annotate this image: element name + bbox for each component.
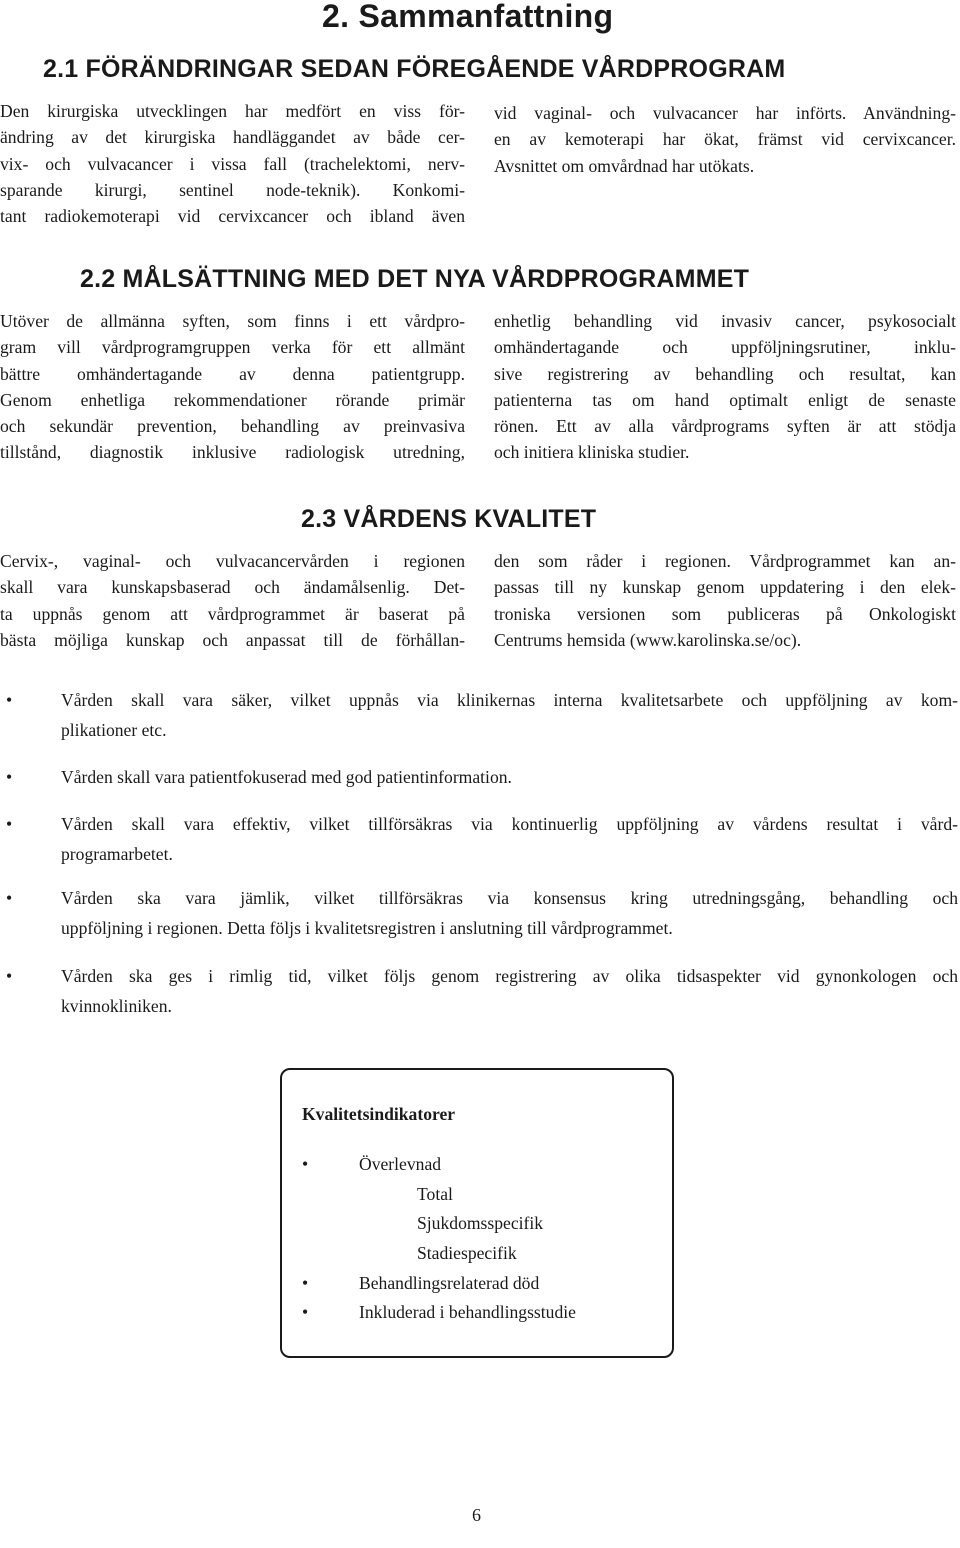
- text-line: en av kemoterapi har ökat, främst vid cervixcancer.: [494, 129, 956, 150]
- text-line: Cervix-, vaginal- och vulvacancervården i regionen: [0, 551, 465, 571]
- list-item: [0, 762, 960, 792]
- text-line: Genom enhetliga rekommendationer rörande primär: [0, 389, 465, 410]
- bullet-icon: •: [6, 767, 13, 787]
- list-item: [0, 809, 960, 869]
- text-line: ta uppnås genom att vårdprogrammet är baserat på: [0, 603, 465, 624]
- text-line: Utöver de allmänna syften, som finns i ett vårdpro-: [0, 311, 465, 331]
- list-item: [0, 685, 960, 740]
- text-line: sive registrering av behandling och resultat, kan: [494, 363, 956, 384]
- text-line: bättre omhändertagande av denna patientgrupp.: [0, 363, 465, 384]
- text-line: och sekundär prevention, behandling av preinvasiva: [0, 416, 465, 437]
- section-2-2-left-column: [0, 308, 465, 466]
- list-item: [0, 961, 960, 1021]
- list-item: [0, 883, 960, 943]
- text-line: bästa möjliga kunskap och anpassat till de förhållan-: [0, 629, 465, 650]
- text-line: gram vill vårdprogramgruppen verka för ett allmänt: [0, 337, 465, 358]
- text-line: programarbetet.: [61, 844, 173, 864]
- text-line: och initiera kliniska studier.: [494, 442, 690, 463]
- text-line: Vården skall vara patientfokuserad med god patientinformation.: [61, 767, 512, 787]
- indicator-subitem: Sjukdomsspecifik: [417, 1213, 544, 1233]
- bullet-icon: •: [6, 690, 13, 710]
- bullet-icon: •: [302, 1302, 309, 1322]
- section-heading-2-1: 2.1 FÖRÄNDRINGAR SEDAN FÖREGÅENDE VÅRDPROGRAM: [43, 55, 786, 83]
- text-line: plikationer etc.: [61, 720, 167, 740]
- section-2-1-left-column: [0, 98, 465, 229]
- text-line: Vården skall vara säker, vilket uppnås via klinikernas interna kvalitetsarbete och uppföljning av kom-: [61, 690, 958, 710]
- text-line: Avsnittet om omvårdnad har utökats.: [494, 155, 755, 176]
- indicator-item: Överlevnad: [359, 1154, 442, 1174]
- text-line: tillstånd, diagnostik inklusive radiologisk utredning,: [0, 442, 465, 463]
- text-line: ändring av det kirurgiska handläggandet av både cer-: [0, 127, 465, 148]
- bullet-icon: •: [302, 1273, 309, 1293]
- indicator-subitem: Total: [417, 1184, 453, 1204]
- text-line: skall vara kunskapsbaserad och ändamålsenlig. Det-: [0, 577, 465, 598]
- text-line: den som råder i regionen. Vårdprogrammet kan an-: [494, 551, 956, 571]
- text-line: uppföljning i regionen. Detta följs i kvalitetsregistren i anslutning till vårdprogrammet.: [61, 918, 673, 938]
- text-line: passas till ny kunskap genom uppdatering i den elek-: [494, 577, 956, 598]
- bullet-icon: •: [6, 888, 13, 908]
- section-2-2-right-column: [494, 308, 956, 466]
- quality-indicators-title: Kvalitetsindikatorer: [302, 1104, 456, 1124]
- page-title: 2. Sammanfattning: [322, 0, 614, 34]
- page-number: 6: [472, 1505, 481, 1525]
- bullet-icon: •: [302, 1154, 309, 1174]
- text-line: enhetlig behandling vid invasiv cancer, psykosocialt: [494, 311, 956, 331]
- quality-bullet-list: [0, 685, 960, 1021]
- text-line: vid vaginal- och vulvacancer har införts. Användning-: [494, 103, 956, 123]
- section-2-3-right-column: [494, 548, 956, 653]
- indicator-item: Inkluderad i behandlingsstudie: [359, 1302, 576, 1322]
- text-line: patienterna tas om hand optimalt enligt de senaste: [494, 389, 956, 410]
- text-line: Vården ska ges i rimlig tid, vilket följs genom registrering av olika tidsaspekter vid gynonkologen och: [61, 966, 958, 986]
- text-line: omhändertagande och uppföljningsrutiner, inklu-: [494, 337, 956, 358]
- section-heading-2-3: 2.3 VÅRDENS KVALITET: [301, 505, 597, 533]
- bullet-icon: •: [6, 966, 13, 986]
- section-2-3-left-column: [0, 548, 465, 653]
- text-line: rönen. Ett av alla vårdprograms syften är att stödja: [494, 416, 956, 437]
- text-line: Vården ska vara jämlik, vilket tillförsäkras via konsensus kring utredningsgång, behandling och: [61, 888, 958, 908]
- text-line: Den kirurgiska utvecklingen har medfört en viss för-: [0, 101, 465, 121]
- section-heading-2-2: 2.2 MÅLSÄTTNING MED DET NYA VÅRDPROGRAMMET: [80, 265, 750, 293]
- text-line: sparande kirurgi, sentinel node-teknik). Konkomi-: [0, 179, 465, 200]
- text-line: kvinnokliniken.: [61, 996, 172, 1016]
- indicator-subitem: Stadiespecifik: [417, 1243, 517, 1263]
- indicator-item: Behandlingsrelaterad död: [359, 1273, 540, 1293]
- text-line: troniska versionen som publiceras på Onkologiskt: [494, 603, 956, 624]
- bullet-icon: •: [6, 814, 13, 834]
- section-2-1-right-column: [494, 100, 956, 179]
- text-line: Vården skall vara effektiv, vilket tillförsäkras via kontinuerlig uppföljning av vårdens resultat i vård-: [61, 814, 958, 834]
- text-line: Centrums hemsida (www.karolinska.se/oc).: [494, 629, 802, 650]
- text-line: tant radiokemoterapi vid cervixcancer och ibland även: [0, 206, 465, 227]
- text-line: vix- och vulvacancer i vissa fall (trachelektomi, nerv-: [0, 153, 465, 174]
